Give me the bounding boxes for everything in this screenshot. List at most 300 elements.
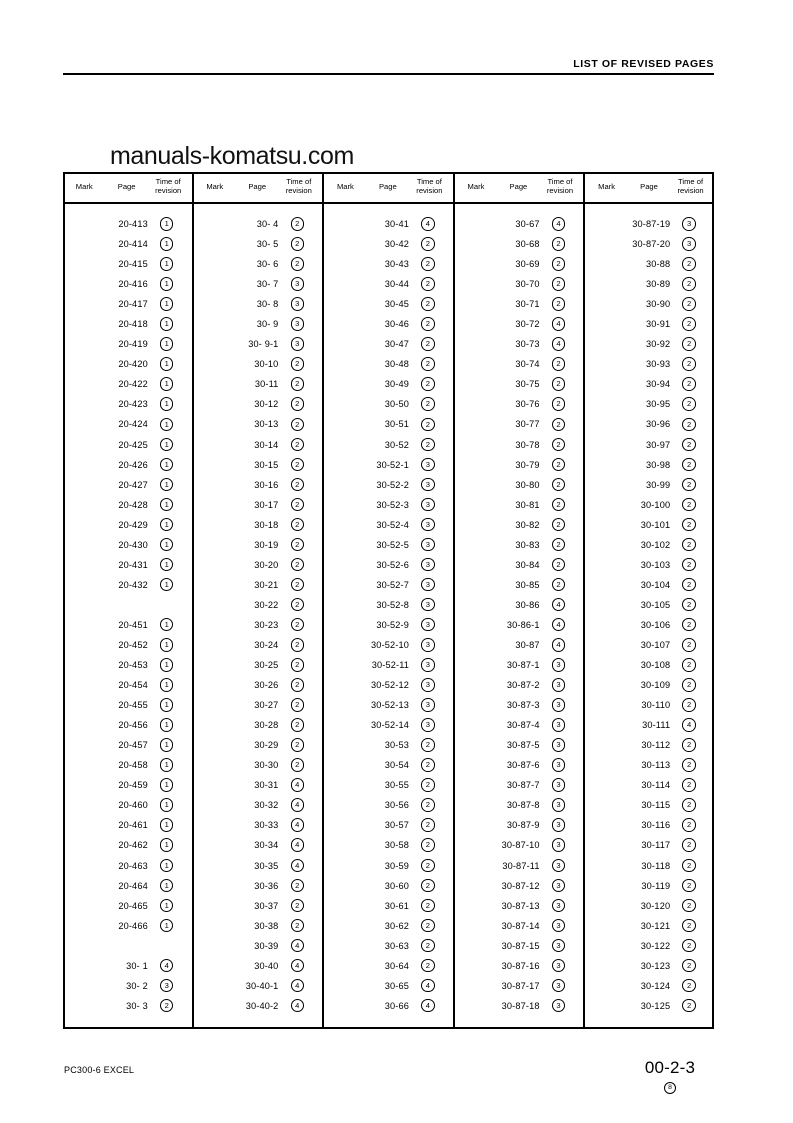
table-row — [194, 735, 323, 755]
circled-number: 2 — [291, 458, 305, 472]
cell-page: 20-418 — [118, 319, 148, 330]
cell-page: 30-116 — [641, 820, 671, 831]
cell-revision — [278, 857, 322, 875]
circled-number: 3 — [421, 598, 435, 612]
cell-page: 30-87-10 — [501, 840, 540, 851]
cell-page: 30-114 — [641, 780, 671, 791]
cell-revision — [409, 776, 453, 794]
table-row — [585, 234, 714, 254]
circled-number: 3 — [421, 658, 435, 672]
table-row — [194, 595, 323, 615]
table-row — [194, 976, 323, 996]
cell-revision — [670, 476, 714, 494]
cell-revision — [409, 255, 453, 273]
table-row — [324, 956, 453, 976]
cell-revision — [148, 456, 192, 474]
cell-revision — [278, 516, 322, 534]
cell-page: 30- 5 — [256, 239, 279, 250]
cell-revision — [670, 656, 714, 674]
circled-number: 3 — [552, 798, 566, 812]
cell-page: 30-87-16 — [501, 960, 540, 971]
table-row — [324, 535, 453, 555]
cell-revision — [278, 796, 322, 814]
cell-page: 30-67 — [515, 219, 540, 230]
circled-number: 4 — [421, 217, 435, 231]
cell-revision — [670, 857, 714, 875]
circled-number: 2 — [682, 818, 696, 832]
circled-number: 1 — [160, 899, 174, 913]
table-row — [585, 374, 714, 394]
table-row — [324, 354, 453, 374]
table-row — [324, 294, 453, 314]
cell-revision — [409, 375, 453, 393]
column-group-4 — [455, 172, 586, 1029]
table-row — [455, 655, 584, 675]
circled-number: 2 — [682, 838, 696, 852]
table-row — [585, 695, 714, 715]
column-group-header — [324, 172, 453, 204]
cell-page: 30-87-11 — [502, 860, 540, 871]
table-row — [455, 575, 584, 595]
circled-number: 1 — [160, 277, 174, 291]
cell-revision — [278, 275, 322, 293]
table-row — [63, 715, 192, 735]
cell-page: 20-427 — [118, 479, 148, 490]
circled-number: 3 — [552, 678, 566, 692]
table-row — [194, 294, 323, 314]
cell-page: 30-91 — [645, 319, 671, 330]
cell-revision — [148, 295, 192, 313]
cell-page: 30-52-13 — [371, 700, 410, 711]
cell-page: 30-80 — [515, 479, 540, 490]
cell-revision — [409, 716, 453, 734]
cell-revision — [409, 917, 453, 935]
cell-revision — [148, 816, 192, 834]
circled-number: 2 — [682, 638, 696, 652]
cell-revision — [409, 516, 453, 534]
table-row — [585, 495, 714, 515]
cell-page: 30-105 — [640, 599, 671, 610]
circled-number: 4 — [291, 959, 305, 973]
circled-number: 1 — [160, 638, 174, 652]
cell-page: 30-63 — [384, 940, 410, 951]
circled-number: 2 — [682, 658, 696, 672]
cell-page: 30-124 — [640, 980, 671, 991]
table-row — [324, 936, 453, 956]
cell-revision — [148, 656, 192, 674]
column-group-2 — [194, 172, 325, 1029]
cell-page: 30-19 — [254, 539, 279, 550]
table-row — [63, 996, 192, 1016]
cell-page: 30-53 — [384, 740, 410, 751]
cell-revision — [540, 536, 584, 554]
circled-number: 4 — [291, 838, 305, 852]
circled-number: 2 — [682, 257, 696, 271]
cell-revision — [278, 215, 322, 233]
circled-number: 4 — [552, 217, 566, 231]
circled-number: 4 — [160, 959, 174, 973]
circled-number: 1 — [160, 798, 174, 812]
column-group-body — [324, 204, 453, 1016]
cell-revision — [148, 756, 192, 774]
cell-page: 30-15 — [254, 459, 279, 470]
cell-revision — [409, 275, 453, 293]
table-row — [194, 455, 323, 475]
circled-number: 4 — [552, 317, 566, 331]
cell-revision — [409, 877, 453, 895]
cell-revision — [409, 496, 453, 514]
table-row — [455, 976, 584, 996]
circled-number: 3 — [552, 919, 566, 933]
circled-number: 3 — [421, 618, 435, 632]
cell-revision — [540, 596, 584, 614]
table-row — [455, 495, 584, 515]
cell-revision — [278, 656, 322, 674]
table-row — [585, 755, 714, 775]
cell-page: 20-422 — [118, 379, 148, 390]
cell-revision — [540, 516, 584, 534]
table-row — [585, 595, 714, 615]
circled-number: 3 — [421, 518, 435, 532]
cell-revision — [409, 696, 453, 714]
table-row — [585, 475, 714, 495]
cell-page: 30-21 — [254, 579, 279, 590]
circled-number: 2 — [291, 418, 305, 432]
cell-revision — [670, 736, 714, 754]
table-row — [585, 575, 714, 595]
circled-number: 2 — [421, 337, 435, 351]
table-row — [585, 735, 714, 755]
cell-revision — [540, 917, 584, 935]
cell-page: 30-34 — [254, 840, 279, 851]
cell-revision — [540, 877, 584, 895]
cell-page: 30-68 — [515, 239, 540, 250]
circled-number: 4 — [552, 618, 566, 632]
cell-revision — [278, 776, 322, 794]
table-row — [194, 835, 323, 855]
table-row — [63, 394, 192, 414]
cell-page: 30-29 — [254, 740, 279, 751]
footer-page-number: 00-2-3 — [644, 1058, 696, 1077]
cell-revision — [278, 736, 322, 754]
cell-page: 30-52-6 — [376, 559, 410, 570]
table-row — [324, 214, 453, 234]
cell-revision — [540, 997, 584, 1015]
header-mark: Mark — [206, 181, 224, 191]
cell-revision — [148, 977, 192, 995]
cell-revision — [148, 375, 192, 393]
circled-number: 2 — [421, 838, 435, 852]
circled-number: 2 — [421, 879, 435, 893]
cell-revision — [278, 616, 322, 634]
circled-number: 2 — [682, 418, 696, 432]
circled-number: 2 — [421, 357, 435, 371]
cell-revision — [540, 255, 584, 273]
cell-revision — [670, 536, 714, 554]
cell-revision — [540, 295, 584, 313]
cell-revision — [148, 616, 192, 634]
table-row — [324, 815, 453, 835]
cell-page: 30-52-14 — [371, 720, 410, 731]
table-row — [324, 515, 453, 535]
cell-revision — [148, 857, 192, 875]
cell-page: 20-463 — [118, 860, 148, 871]
cell-page: 30-11 — [254, 379, 279, 390]
table-row — [585, 815, 714, 835]
circled-number: 1 — [160, 919, 174, 933]
cell-revision — [409, 656, 453, 674]
table-row — [455, 996, 584, 1016]
cell-page: 30-24 — [254, 640, 279, 650]
circled-number: 2 — [682, 578, 696, 592]
circled-number: 2 — [682, 538, 696, 552]
circled-number: 3 — [421, 698, 435, 712]
table-row — [585, 274, 714, 294]
table-row — [324, 414, 453, 434]
cell-revision — [278, 556, 322, 574]
table-row — [63, 896, 192, 916]
cell-revision — [540, 375, 584, 393]
circled-number: 3 — [160, 979, 174, 993]
cell-page: 20-465 — [118, 900, 148, 911]
circled-number: 1 — [160, 217, 174, 231]
cell-revision — [409, 295, 453, 313]
watermark-text: manuals-komatsu.com — [110, 142, 354, 170]
table-row — [585, 535, 714, 555]
header-mark: Mark — [598, 181, 616, 191]
circled-number: 2 — [421, 798, 435, 812]
circled-number: 2 — [421, 277, 435, 291]
table-row — [324, 896, 453, 916]
circled-number: 3 — [682, 237, 696, 251]
circled-number: 2 — [552, 558, 566, 572]
circled-number: 3 — [552, 999, 566, 1013]
circled-number: 2 — [421, 859, 435, 873]
circled-number: 1 — [160, 678, 174, 692]
footer-model: PC300-6 EXCEL — [64, 1065, 135, 1075]
table-row — [455, 695, 584, 715]
cell-revision — [540, 556, 584, 574]
circled-number: 3 — [552, 859, 566, 873]
table-row — [194, 535, 323, 555]
cell-revision — [409, 355, 453, 373]
circled-number: 1 — [160, 758, 174, 772]
circled-number: 2 — [552, 237, 566, 251]
cell-revision — [540, 395, 584, 413]
cell-page: 30-38 — [254, 920, 279, 931]
circled-number: 3 — [421, 578, 435, 592]
header-page: Page — [117, 181, 136, 191]
table-row — [455, 515, 584, 535]
circled-number: 2 — [682, 778, 696, 792]
cell-page: 30-64 — [384, 960, 410, 971]
cell-revision — [540, 816, 584, 834]
cell-revision — [540, 857, 584, 875]
circled-number: 2 — [552, 478, 566, 492]
cell-revision — [409, 736, 453, 754]
table-row — [63, 695, 192, 715]
cell-revision — [148, 897, 192, 915]
circled-number: 3 — [552, 738, 566, 752]
circled-number: 2 — [552, 418, 566, 432]
table-row — [324, 976, 453, 996]
table-row — [455, 455, 584, 475]
cell-page: 30-52 — [384, 439, 410, 450]
circled-number: 2 — [552, 357, 566, 371]
cell-page: 30-56 — [384, 800, 410, 811]
cell-page: 30-87-19 — [632, 219, 671, 230]
circled-number: 1 — [160, 317, 174, 331]
table-row — [63, 775, 192, 795]
cell-page: 30-115 — [641, 800, 671, 811]
circled-number: 2 — [291, 257, 305, 271]
cell-revision — [540, 576, 584, 594]
cell-revision — [278, 977, 322, 995]
table-row — [455, 916, 584, 936]
cell-page: 30-77 — [515, 419, 540, 430]
cell-page: 30-40-2 — [245, 1000, 279, 1011]
header-page: Page — [640, 181, 658, 191]
cell-page: 30-13 — [254, 419, 279, 430]
circled-number: 2 — [682, 377, 696, 391]
cell-page: 30-16 — [254, 479, 279, 490]
cell-page: 30-108 — [640, 660, 671, 671]
cell-revision — [540, 696, 584, 714]
table-row — [455, 936, 584, 956]
table-row — [455, 435, 584, 455]
cell-revision — [148, 355, 192, 373]
cell-page: 20-451 — [118, 619, 148, 630]
cell-revision — [278, 816, 322, 834]
circled-number: 4 — [552, 598, 566, 612]
circled-number: 2 — [291, 518, 305, 532]
cell-revision — [670, 997, 714, 1015]
cell-revision — [278, 716, 322, 734]
column-group-header — [455, 172, 584, 204]
circled-number: 3 — [552, 778, 566, 792]
circled-number: 4 — [291, 778, 305, 792]
circled-number: 1 — [160, 397, 174, 411]
cell-revision — [148, 436, 192, 454]
circled-number: 2 — [552, 458, 566, 472]
table-row — [585, 294, 714, 314]
table-row — [63, 976, 192, 996]
circled-number: 2 — [291, 237, 305, 251]
table-row — [63, 455, 192, 475]
circled-number: 2 — [421, 818, 435, 832]
cell-page: 30-87-12 — [501, 880, 540, 891]
cell-revision — [540, 315, 584, 333]
circled-number: 2 — [421, 438, 435, 452]
circled-number: 2 — [552, 397, 566, 411]
cell-page: 30-87-18 — [501, 1000, 540, 1011]
table-row — [455, 354, 584, 374]
cell-revision — [540, 836, 584, 854]
cell-page: 30-62 — [384, 920, 410, 931]
cell-revision — [278, 496, 322, 514]
column-group-5 — [585, 172, 714, 1029]
table-row — [194, 314, 323, 334]
cell-revision — [540, 656, 584, 674]
table-row — [194, 956, 323, 976]
cell-page: 30-14 — [254, 439, 279, 450]
cell-revision — [278, 295, 322, 313]
table-row — [194, 214, 323, 234]
cell-revision — [148, 696, 192, 714]
circled-number: 1 — [160, 698, 174, 712]
cell-page: 30-55 — [384, 780, 410, 791]
cell-page: 20-425 — [118, 439, 148, 450]
table-row — [455, 254, 584, 274]
cell-page: 30-69 — [515, 259, 540, 270]
cell-revision — [278, 596, 322, 614]
table-row — [455, 815, 584, 835]
table-row — [455, 274, 584, 294]
cell-revision — [148, 716, 192, 734]
cell-page: 30-102 — [640, 539, 671, 550]
circled-number: 3 — [552, 718, 566, 732]
cell-revision — [409, 997, 453, 1015]
table-row — [455, 896, 584, 916]
cell-page: 30-97 — [645, 439, 671, 450]
cell-page: 30-110 — [641, 700, 671, 711]
cell-page: 30-27 — [254, 700, 279, 711]
cell-page: 20-460 — [118, 800, 148, 811]
table-row — [455, 795, 584, 815]
table-row — [324, 595, 453, 615]
cell-revision — [278, 415, 322, 433]
cell-page: 30-30 — [254, 760, 279, 771]
cell-page: 20-415 — [118, 259, 148, 270]
cell-revision — [670, 375, 714, 393]
circled-number: 3 — [291, 317, 305, 331]
cell-page: 30-76 — [515, 399, 540, 410]
circled-number: 2 — [291, 698, 305, 712]
cell-page: 30-87-4 — [506, 720, 540, 731]
cell-revision — [409, 756, 453, 774]
circled-number: 1 — [160, 458, 174, 472]
revised-pages-table — [63, 172, 714, 1029]
cell-page: 30-100 — [640, 499, 671, 510]
cell-revision — [670, 957, 714, 975]
circled-number: 4 — [421, 999, 435, 1013]
cell-revision — [540, 636, 584, 654]
cell-page: 20-457 — [118, 740, 148, 751]
cell-page: 30-87-1 — [506, 660, 540, 671]
cell-page: 20-430 — [118, 539, 148, 550]
circled-number: 2 — [552, 438, 566, 452]
cell-page: 20-458 — [118, 760, 148, 771]
cell-revision — [670, 556, 714, 574]
table-row — [455, 775, 584, 795]
cell-page: 30-84 — [515, 559, 540, 570]
circled-number: 3 — [552, 899, 566, 913]
table-row — [194, 815, 323, 835]
cell-page: 20-456 — [118, 720, 148, 731]
column-group-header — [585, 172, 714, 204]
table-row — [324, 735, 453, 755]
cell-revision — [540, 977, 584, 995]
circled-number: 2 — [682, 498, 696, 512]
cell-revision — [409, 395, 453, 413]
column-group-body — [194, 204, 323, 1016]
cell-page: 20-454 — [118, 680, 148, 691]
circled-number: 1 — [160, 498, 174, 512]
cell-page: 20-455 — [118, 700, 148, 711]
table-row — [324, 234, 453, 254]
cell-revision — [409, 556, 453, 574]
circled-number: 2 — [160, 999, 174, 1013]
